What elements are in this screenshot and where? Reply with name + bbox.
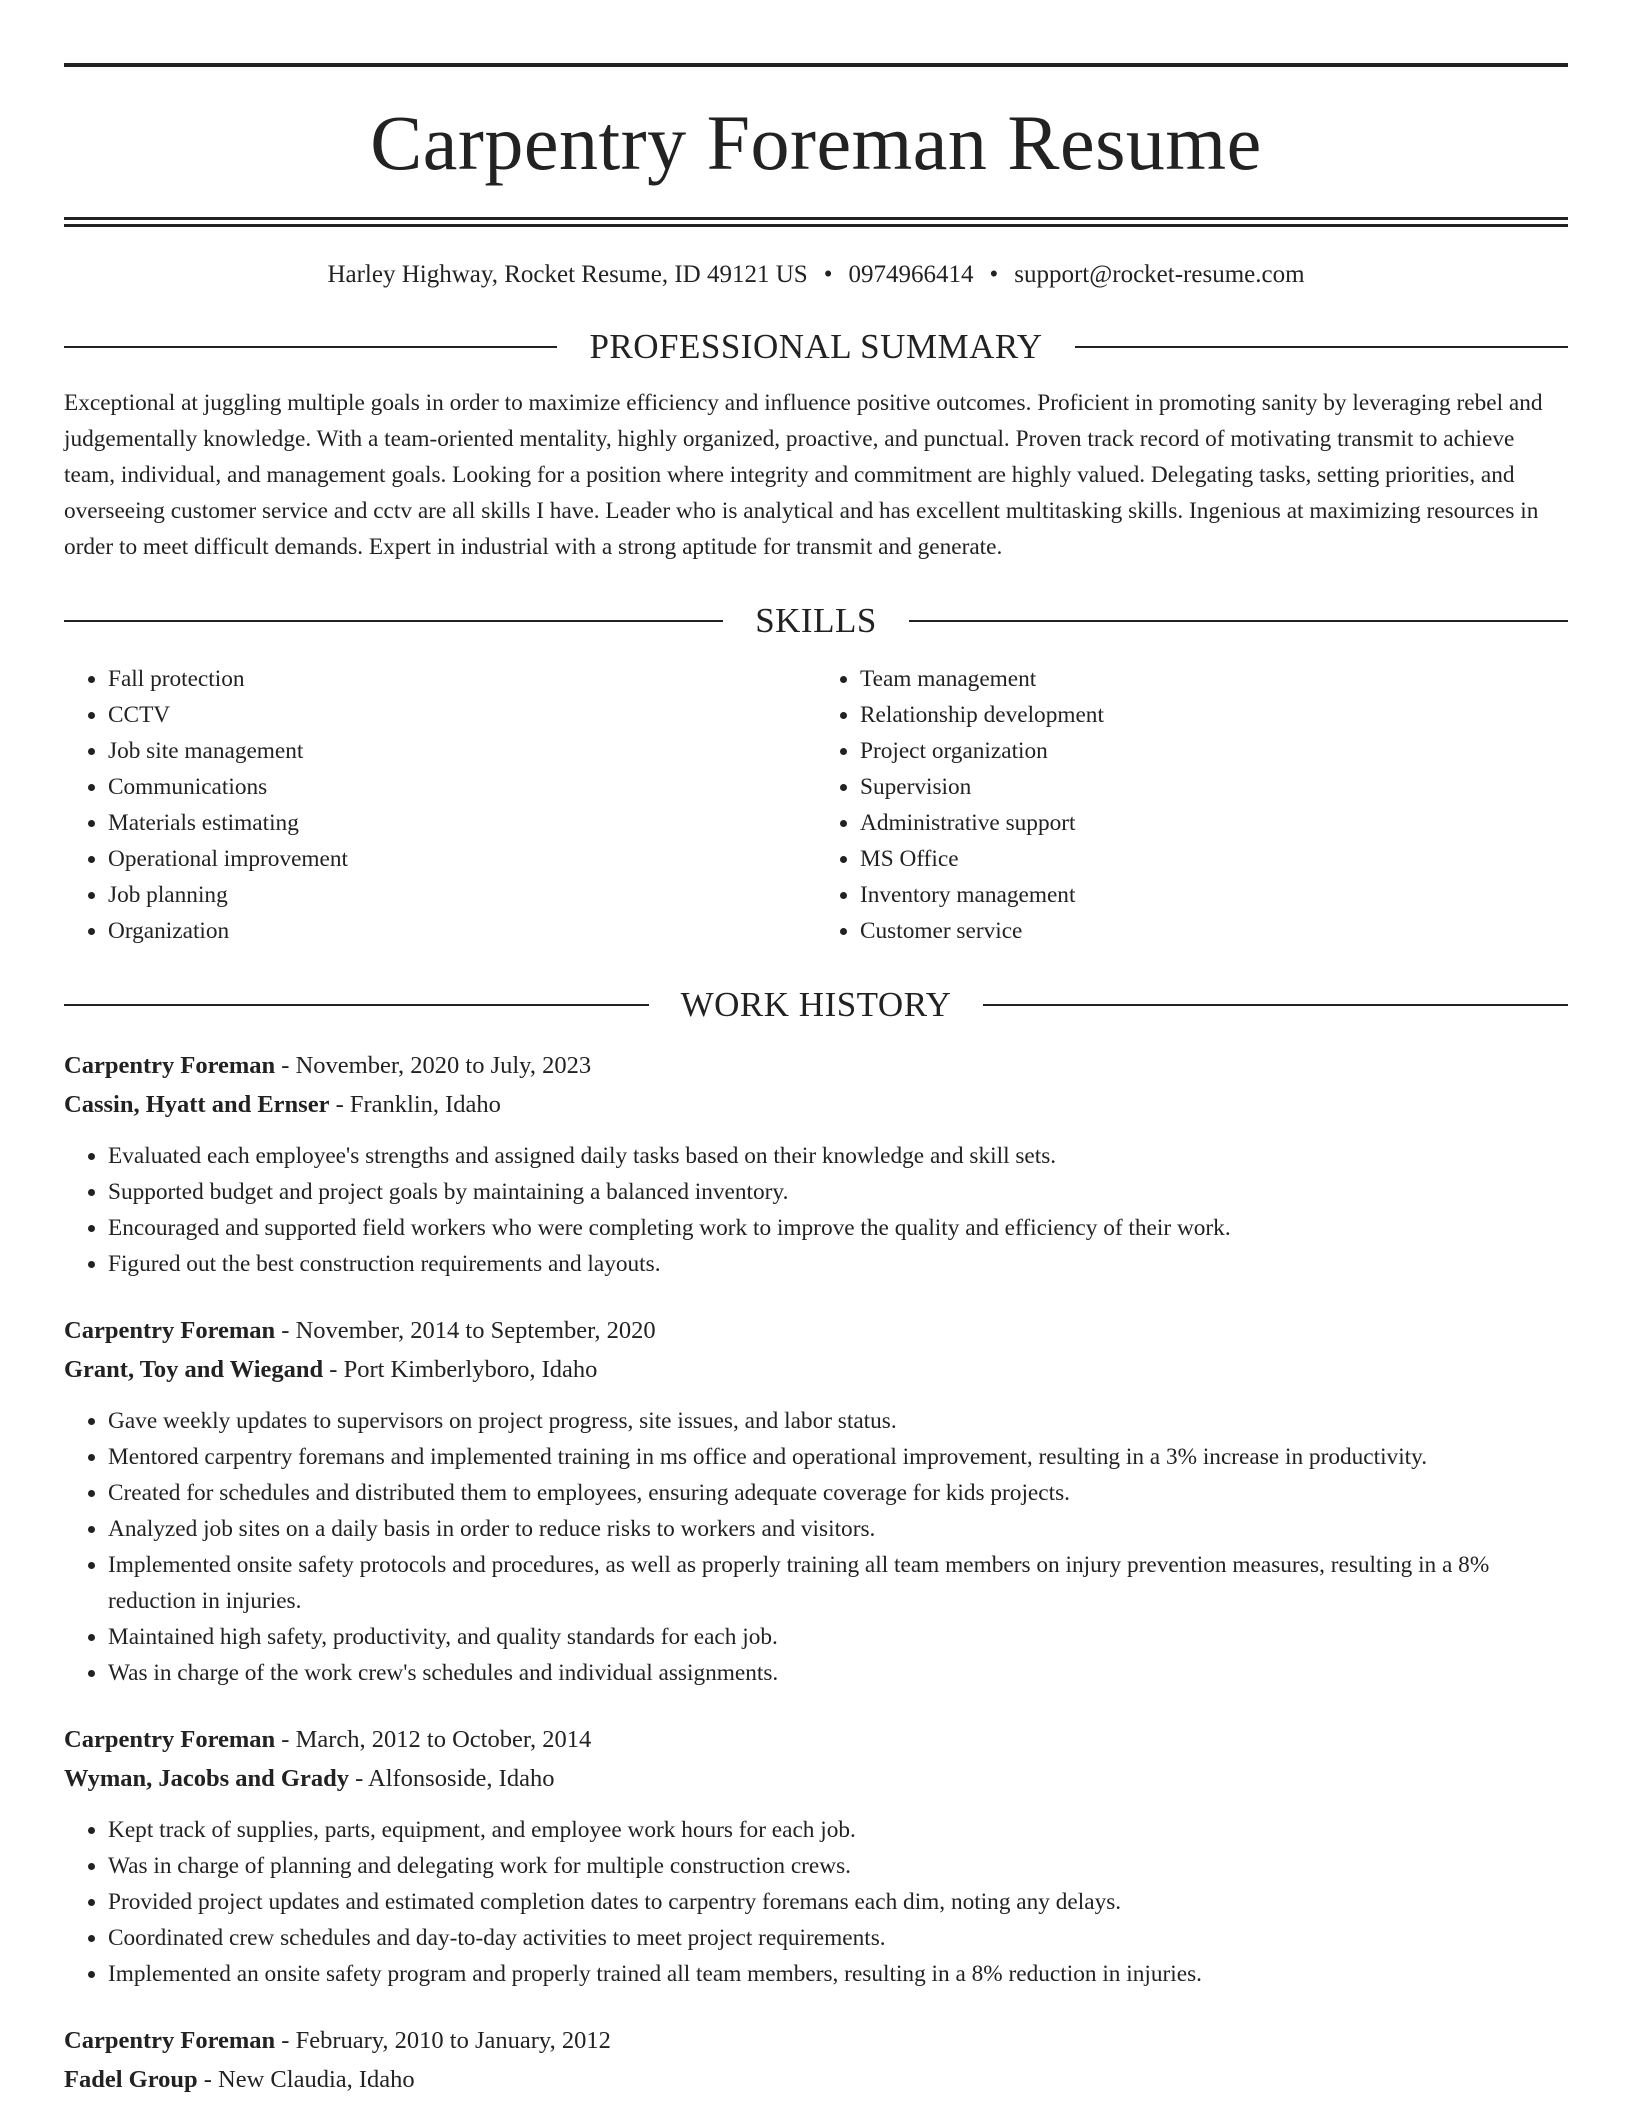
job-title: Carpentry Foreman [64,1317,276,1344]
job-company: Cassin, Hyatt and Ernser [64,1090,330,1118]
skill-item: • Team management [860,661,1568,697]
contact-separator: • [989,261,999,288]
skills-list-left [64,661,816,949]
job-company-line [64,1760,1568,1799]
job-bullet: • Evaluated each employee's strengths and assigned daily tasks based on their knowledge and skill sets. [108,1138,1568,1174]
job-title-line [64,1312,1568,1351]
section-rule [909,620,1568,622]
section-rule [64,620,723,622]
skill-item: • Project organization [860,733,1568,769]
job-dates: - November, 2014 to September, 2020 [275,1317,656,1344]
skill-item: • Organization [108,913,816,949]
job-title: Carpentry Foreman [64,1052,276,1079]
job-title-line [64,1047,1568,1086]
skill-item: • Customer service [860,913,1568,949]
skill-item: • CCTV [108,697,816,733]
skills-heading: SKILLS [755,601,877,640]
top-rule [64,63,1568,67]
job-dates: - February, 2010 to January, 2012 [275,2027,611,2054]
job-bullet: • Coordinated crew schedules and day-to-day activities to meet project requirements. [108,1920,1568,1956]
summary-heading: PROFESSIONAL SUMMARY [589,327,1043,366]
job-bullet: • Mentored carpentry foremans and implemented training in ms office and operational improvement, resulting in a 3% increase in productivity. [108,1439,1568,1475]
skill-item: • Inventory management [860,877,1568,913]
job-entry [64,2022,1568,2099]
skill-item: • Materials estimating [108,805,816,841]
skill-item: • Job site management [108,733,816,769]
skills-list-right [816,661,1568,949]
job-dates: - November, 2020 to July, 2023 [275,1052,592,1079]
skills-section-header [64,599,1568,643]
contact-address: Harley Highway, Rocket Resume, ID 49121 US [327,261,808,288]
job-entry [64,1312,1568,1691]
job-location: - Franklin, Idaho [329,1090,501,1118]
job-company-line [64,2061,1568,2100]
skill-item: • Administrative support [860,805,1568,841]
skill-item: • Communications [108,769,816,805]
skill-item: • Fall protection [108,661,816,697]
job-entry [64,1721,1568,1992]
contact-phone: 0974966414 [848,261,974,288]
job-bullet: • Was in charge of the work crew's schedules and individual assignments. [108,1655,1568,1691]
job-entry [64,1047,1568,1282]
section-rule [983,1004,1568,1006]
job-bullet: • Encouraged and supported field workers who were completing work to improve the quality and efficiency of their work. [108,1210,1568,1246]
job-location: - Port Kimberlyboro, Idaho [323,1355,598,1383]
job-bullet: • Was in charge of planning and delegating work for multiple construction crews. [108,1848,1568,1884]
summary-section-header [64,325,1568,369]
title-double-rule [64,217,1568,227]
job-bullet: • Provided project updates and estimated completion dates to carpentry foremans each dim, noting any delays. [108,1884,1568,1920]
contact-separator: • [823,261,833,288]
job-bullet: • Implemented an onsite safety program and properly trained all team members, resulting in a 8% reduction in injuries. [108,1956,1568,1992]
job-bullet: • Gave weekly updates to supervisors on project progress, site issues, and labor status. [108,1403,1568,1439]
job-bullet: • Implemented onsite safety protocols and procedures, as well as properly training all team members on injury prevention measures, resulting in a 8% reduction in injuries. [108,1547,1568,1619]
section-rule [64,1004,649,1006]
work-section-header [64,983,1568,1027]
resume-page [64,63,1568,2099]
job-bullet: • Maintained high safety, productivity, and quality standards for each job. [108,1619,1568,1655]
section-rule [1075,346,1568,348]
job-bullet: • Created for schedules and distributed them to employees, ensuring adequate coverage for kids projects. [108,1475,1568,1511]
summary-text: Exceptional at juggling multiple goals in order to maximize efficiency and influence positive outcomes. Proficient in promoting sanity by leveraging rebel and judgementally knowledge. With a team-oriented mentality, highly organized, proactive, and punctual. Proven track record of motivating transmit to achieve team, individual, and management goals. Looking for a position where integrity and commitment are highly valued. Delegating tasks, setting priorities, and overseeing customer service and cctv are all skills I have. Leader who is analytical and has excellent multitasking skills. Ingenious at maximizing resources in order to meet difficult demands. Expert in industrial with a strong aptitude for transmit and generate. [64,390,1543,560]
job-bullets [64,1138,1568,1282]
skill-item: • Job planning [108,877,816,913]
job-bullet: • Kept track of supplies, parts, equipment, and employee work hours for each job. [108,1812,1568,1848]
skill-item: • Relationship development [860,697,1568,733]
job-company: Wyman, Jacobs and Grady [64,1764,349,1792]
job-bullet: • Figured out the best construction requirements and layouts. [108,1246,1568,1282]
job-company: Grant, Toy and Wiegand [64,1355,324,1383]
skill-item: • Supervision [860,769,1568,805]
job-bullets [64,1403,1568,1691]
skill-item: • MS Office [860,841,1568,877]
job-location: - Alfonsoside, Idaho [348,1764,555,1792]
work-history-list [64,1047,1568,2099]
job-title: Carpentry Foreman [64,1726,276,1753]
job-company: Fadel Group [64,2065,198,2093]
resume-title: Carpentry Foreman Resume [370,99,1262,186]
job-bullet: • Supported budget and project goals by maintaining a balanced inventory. [108,1174,1568,1210]
job-bullet: • Analyzed job sites on a daily basis in order to reduce risks to workers and visitors. [108,1511,1568,1547]
section-rule [64,346,557,348]
contact-email: support@rocket-resume.com [1014,261,1305,288]
job-dates: - March, 2012 to October, 2014 [275,1726,592,1753]
job-title-line [64,1721,1568,1760]
job-company-line [64,1086,1568,1125]
job-company-line [64,1351,1568,1390]
job-bullets [64,1812,1568,1992]
skills-columns [64,661,1568,949]
skill-item: • Operational improvement [108,841,816,877]
job-title-line [64,2022,1568,2061]
job-title: Carpentry Foreman [64,2027,276,2054]
work-heading: WORK HISTORY [680,985,952,1024]
job-location: - New Claudia, Idaho [197,2065,415,2093]
contact-line [64,259,1568,291]
